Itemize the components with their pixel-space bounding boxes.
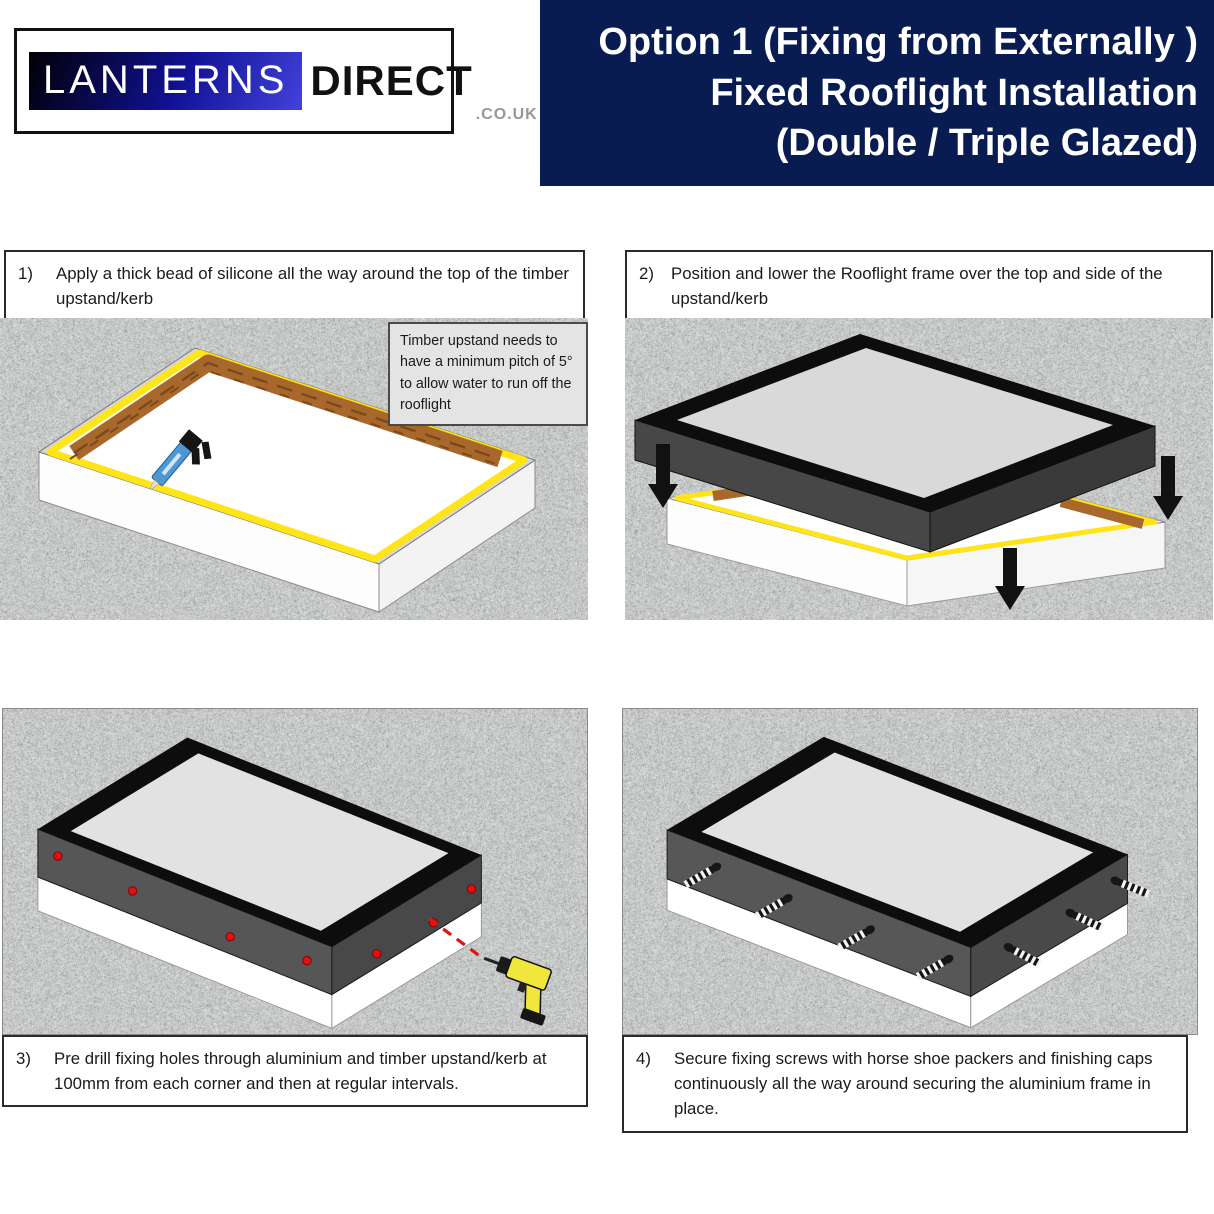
title-line-2: Fixed Rooflight Installation [710,71,1198,114]
title-line-1: Option 1 (Fixing from Externally ) [598,21,1198,64]
lanterns-direct-logo [14,28,538,134]
predrill-drawing [3,709,588,1035]
step2-text [625,250,1213,322]
logo-tld-text: .CO.UK [475,106,538,123]
step3-text [2,1035,588,1107]
drill-icon [469,947,561,1026]
step1-diagram [0,318,588,620]
pitch-note: Timber upstand needs to have a minimum pitch of 5° to allow water to run off the rooflight [388,322,588,426]
down-arrow-icon [1153,456,1183,520]
step1-number: 1) [18,264,33,283]
step1-instruction: Apply a thick bead of silicone all the way around the top of the timber upstand/kerb [56,264,569,309]
fixing-hole-dot [226,933,234,941]
logo-lanterns-text: LANTERNS [43,58,289,102]
step4-diagram [622,708,1198,1035]
lower-frame-drawing [625,318,1213,620]
step2-instruction: Position and lower the Rooflight frame over the top and side of the upstand/kerb [671,264,1163,309]
step1-text [4,250,585,322]
fixing-hole-dot [303,957,311,965]
step3-number: 3) [16,1049,31,1068]
fixing-screws-drawing [623,709,1198,1035]
step3-instruction: Pre drill fixing holes through aluminium and timber upstand/kerb at 100mm from each corner and then at regular intervals. [54,1049,547,1094]
step4-text [622,1035,1188,1133]
step3-diagram [2,708,588,1035]
fixing-hole-dot [54,852,62,860]
title-line-3: (Double / Triple Glazed) [775,122,1198,165]
step4-instruction: Secure fixing screws with horse shoe packers and finishing caps continuously all the way around securing the aluminium frame in place. [674,1049,1153,1119]
page-title [540,0,1214,186]
logo-direct-text: DIRECT [310,57,473,104]
step2-number: 2) [639,264,654,283]
logo-blue-panel [29,52,302,110]
fixing-hole-dot [128,887,136,895]
fixing-hole-dot [467,885,475,893]
step2-diagram [625,318,1213,620]
fixing-hole-dot [373,950,381,958]
step4-number: 4) [636,1049,651,1068]
